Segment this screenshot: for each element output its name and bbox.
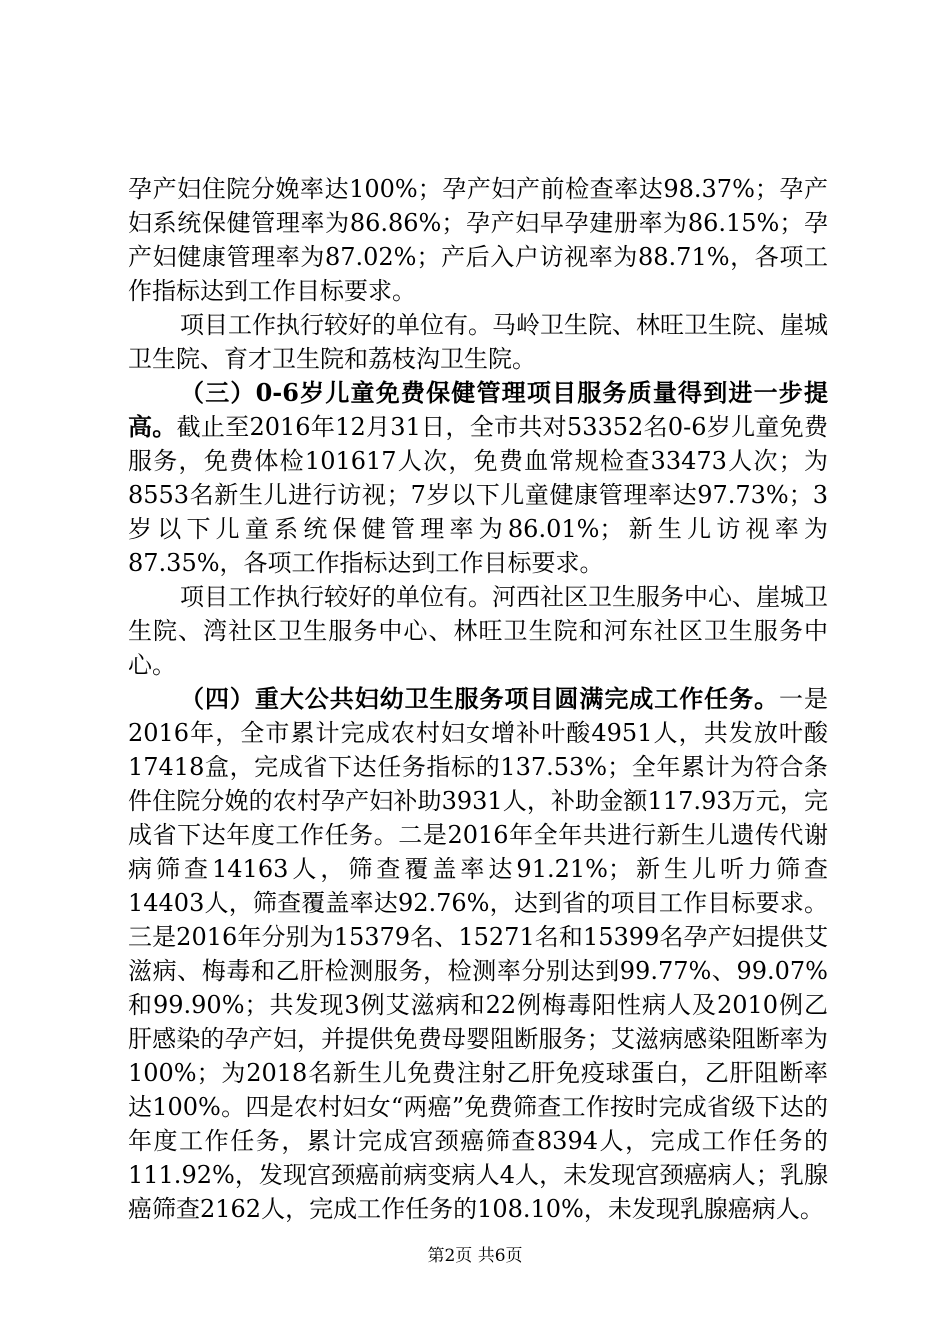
page-number: 第2页 共6页 — [427, 1246, 523, 1266]
paragraph-text: 截止至2016年12月31日，全市共对53352名0-6岁儿童免费服务，免费体检101617人次，免费血常规检查33473人次；为8553名新生儿进行访视；7岁以下儿童健康管理率达97.73%；3岁以下儿童系统保健管理率为86.01%；新生儿访视率为87.35%，各项工作指标达到工作目标要求。 — [128, 413, 829, 577]
paragraph-text: 项目工作执行较好的单位有。河西社区卫生服务中心、崖城卫生院、湾社区卫生服务中心、林旺卫生院和河东社区卫生服务中心。 — [128, 583, 828, 679]
paragraph-child-units — [128, 580, 828, 682]
paragraph-text: 项目工作执行较好的单位有。马岭卫生院、林旺卫生院、崖城卫生院、育才卫生院和荔枝沟卫生院。 — [128, 311, 828, 373]
section-heading: （四）重大公共妇幼卫生服务项目圆满完成工作任务。 — [180, 684, 780, 713]
paragraph-maternal-units — [128, 308, 828, 376]
page-footer — [0, 1244, 950, 1268]
document-body — [128, 172, 828, 1226]
paragraph-child-health — [128, 376, 828, 580]
paragraph-text: 孕产妇住院分娩率达100%；孕产妇产前检查率达98.37%；孕产妇系统保健管理率为86.86%；孕产妇早孕建册率为86.15%；孕产妇健康管理率为87.02%；产后入户访视率为88.71%，各项工作指标达到工作目标要求。 — [128, 175, 828, 305]
paragraph-text: 一是2016年，全市累计完成农村妇女增补叶酸4951人，共发放叶酸17418盒，完成省下达任务指标的137.53%；全年累计为符合条件住院分娩的农村孕产妇补助3931人，补助金额117.93万元，完成省下达年度工作任务。二是2016年全年共进行新生儿遗传代谢病筛查14163人，筛查覆盖率达91.21%；新生儿听力筛查14403人，筛查覆盖率达92.76%，达到省的项目工作目标要求。三是2016年分别为15379名、15271名和15399名孕产妇提供艾滋病、梅毒和乙肝检测服务，检测率分别达到99.77%、99.07%和99.90%；共发现3例艾滋病和22例梅毒阳性病人及2010例乙肝感染的孕产妇，并提供免费母婴阻断服务；艾滋病感染阻断率为100%；为2018名新生儿免费注射乙肝免疫球蛋白，乙肝阻断率达100%。四是农村妇女“两癌”免费筛查工作按时完成省级下达的年度工作任务，累计完成宫颈癌筛查8394人，完成工作任务的111.92%，发现宫颈癌前病变病人4人，未发现宫颈癌病人；乳腺癌筛查2162人，完成工作任务的108.10%，未发现乳腺癌病人。 — [128, 685, 829, 1223]
paragraph-maternal-rates — [128, 172, 828, 308]
paragraph-public-projects — [128, 682, 828, 1226]
section-heading: （三）0-6岁儿童免费保健管理项目服务质量得到进一步提高。 — [128, 378, 828, 441]
